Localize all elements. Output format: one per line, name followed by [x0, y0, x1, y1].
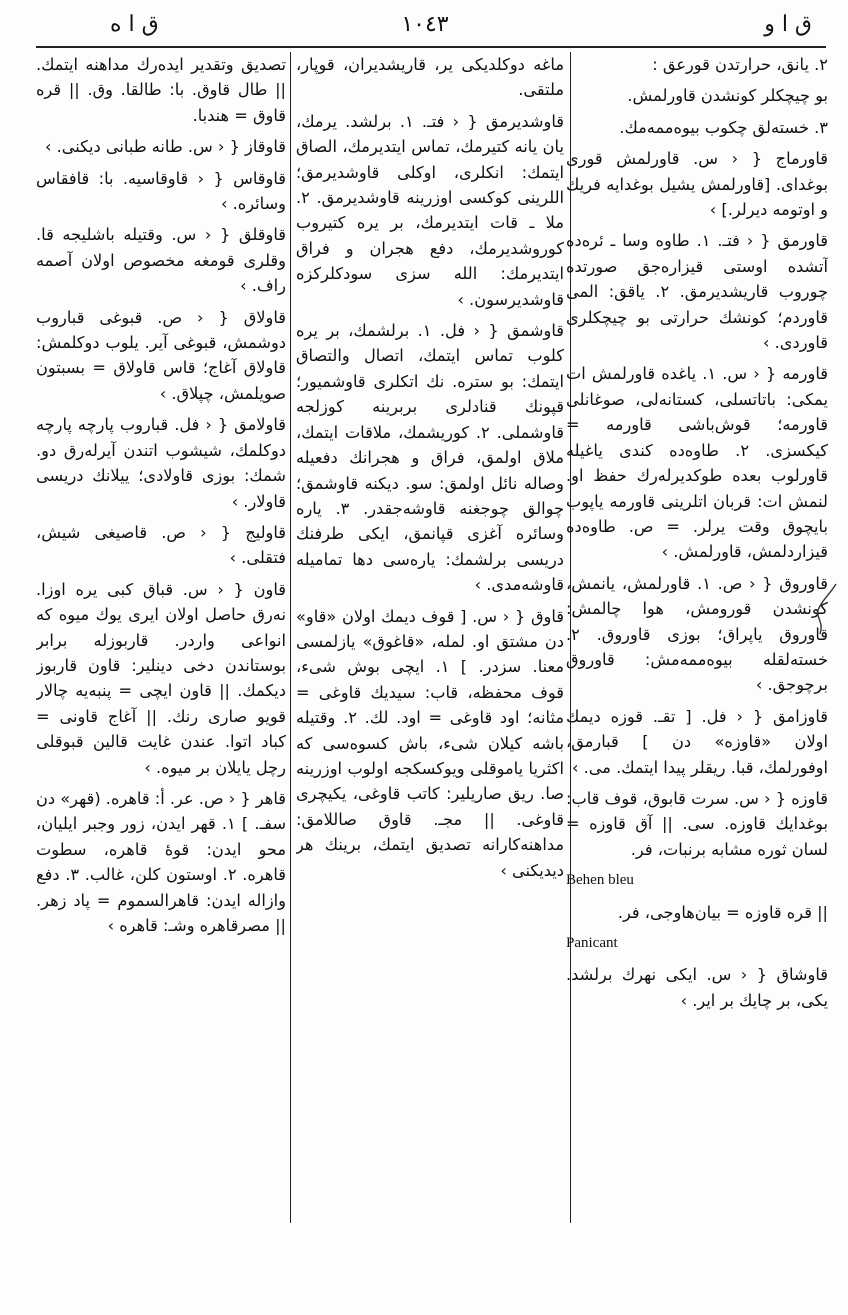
entry-qavurma: قاورمه { ‹ س. ١. یاغده قاورلمش ات یمکی: باتاتسلی، کستانەلی، صوغانلی قاورمه؛ قوش‌باشی قاورمه = کیکسزی. ٢. طاوەده کندی یاغیله قاورلوب بعده طوکدیرلەرك حفظ او. لنمش ات: قربان اتلرینی قاورمه یاپوب بایچوق وقت یرلر. = ص. طاوەده قیزاردلمش، قاورلمش. ›: [566, 364, 828, 562]
entry-text: ٣. خستەلق چکوب بیوەممەمك.: [619, 117, 828, 137]
latin-term-behen-bleu: Behen bleu: [566, 872, 634, 889]
entry-qavqas: قاوقاس { ‹ قاوقاسیه. با: قافقاس وسائره. ›: [36, 168, 286, 214]
header-rule: [36, 46, 826, 48]
entry-qavza: قاوزه { ‹ س. سرت قابوق، قوف قاب: بوغدایك قاوزه. سی. || آق قاوزه = لسان ثوره مشابه برنبات، فر.: [566, 788, 828, 859]
entry-qavuqluq: قاوقلق { ‹ س. وقتیله باشلیجه قا. وقلری قومغه مخصوص اولان آصمه راف. ›: [36, 225, 286, 296]
header-letters-right: ق ا و: [764, 12, 812, 37]
entry-text: ماغه دوکلدیکی یر، قاریشدیران، قوپار، ملتقی.: [296, 55, 564, 100]
entry-qavuq: قاوق { ‹ س. [ قوف دیمك اولان «قاو» دن مشتق او. لمله، «قاغوق» یازلمسی معنا. سزدر. ] ١. ایچی بوش شیء، قوف محفظه، قاب: سیدیك قاوغی = مثانه؛ اود قاوغی = اود. لك. ٢. وقتیله باشه کیلان شیء، باش کسوه‌سی که اکثریا یاموقلی ویوکسکجه اولوب اوزرینه صا. ریق صاریلیر: کاتب قاوغی، یکیچری قاوغی. || مجـ. قاوق صاللامق: مداهنه‌کارانه تصدیق ایتمك، برینك هر دیدیکنی ›: [296, 606, 564, 880]
entry-qavurmaj: قاورماج { ‹ س. قاورلمش قوری بوغدای. [قاورلمش يشيل بوغدايه فريك و اوتومه ديرلر.] ›: [566, 149, 828, 220]
column-left: [36, 52, 286, 1223]
entry-qavshaq: قاوشاق { ‹ س. ایکی نهرك برلشد. یکی، بر چایك بر ایر. ›: [566, 965, 828, 1010]
entry-qavushmaq: قاوشمق { ‹ فل. ١. برلشمك، بر یره کلوب تماس ایتمك، اتصال والتصاق ایتمك: بو سترە. نك اتکلری قاوشمیور؛ قپونك قنادلری بربرینه کوزلجه قاوشملی. ٢. کوریشمك، ملاقات ایتمك، ملاق اولمق، فراق و هجرانك دفعیله وصاله نائل اولمق: سو. دیکنه قاوشمق؛ چوالق چوجغنه قاوشه‌جقدر. ٣. یاره وسائره آغزی قپانمق، ایکی طرفنك دریسی برلشمك: یاره‌سی دها تمامیله قاوشه‌مدی. ›: [296, 321, 564, 595]
entry-qavun: قاون { ‹ س. قباق کبی یره اوزا. نەرق حاصل اولان ایری یوك میوه که انواعی واردر. قاربوزله برابر بوستاندن دخی دینلیر: قاون قاربوز دیکمك. || قاون ایچی = پنبه‌یه چالار قویو صاری رنك. || آغاج قاونی = کباد اتوا. عندن غایت قالین قبوقلی رچل یایلان بر میوه. ›: [36, 579, 286, 777]
page-number: ١٠٤٣: [401, 12, 449, 37]
entry-qavurmaq: قاورمق { ‹ فتـ. ١. طاوه وسا ـ ئرەده آتشده اوستی قیزارەجق صورتده چوروب قاریشدیرمق. ٢. یاقق: المی قاوردم؛ کونشك حرارتی بو چیچکلری قاوردی. ›: [566, 231, 828, 353]
entry-qavushdirmaq: قاوشدیرمق { ‹ فتـ. ١. برلشد. یرمك، یان یانه کتیرمك، تماس ایتدیرمك، الصاق ایتمك: انکلری، اوکلی قاوشدیرمق؛ اللرینی کوکسی اوزرینه قاوشدیرمق. ٢. ملا ـ قات ایتدیرمك، بر یره کتیروب کوروشدیرمك، دفع هجران و فراق ایتدیرمك: الله سزی سودکلرکزه قاوشدیرسون. ›: [296, 111, 564, 309]
entry-qavzamaq: قاوزامق { ‹ فل. [ تقـ. قوزه دیمك اولان «قاوزه» دن ] قبارمق، اوفورلمك، قبا. ریقلر پیدا ایتمك. می. ›: [566, 706, 828, 777]
entry-qahir: قاهر { ‹ ص. عر. أ: قاهره. (قهر» دن سفـ. ] ١. قهر ایدن، زور وجبر ایلیان، محو ایدن: قوهٔ قاهره، سطوت قاهره. ٢. اوستون کلن، غالب. ٣. دفع وازاله ایدن: قاهرالسموم = پاد زهر. || مصرقاهره وشـ: قاهره ›: [36, 788, 286, 935]
header-letters-left: ق ا ه: [110, 12, 159, 37]
entry-text: ٢. يانق، حرارتدن قورعق :: [652, 55, 828, 74]
entry-text: بو چیچکلر کونشدن قاورلمش.: [627, 86, 828, 106]
entry-qavlij: قاولیج { ‹ ص. قاصیغی شیش، فتقلی. ›: [36, 522, 286, 568]
entry-qara-qavza: || قره قاوزه = بیان‌هاوجی، فر.: [617, 902, 828, 922]
column-right: [566, 52, 828, 1223]
handwritten-margin-mark: [812, 580, 842, 640]
latin-term-panicant: Panicant: [566, 935, 618, 951]
column-divider-left: [290, 52, 291, 1223]
entry-text: تصدیق وتقدیر ایدەرك مداهنه ایتمك. || طال قاوق. با: طالقا. وق. || قره قاوق = هندبا.: [36, 55, 286, 125]
entry-qavlaq: قاولاق { ‹ ص. قبوغی قباروب دوشمش، قبوغی آیر. یلوب دوکلمش: قاولاق آغاج؛ قاس قاولاق = بسبتون صویلمش، چپلاق. ›: [36, 307, 286, 403]
entry-qavlamaq: قاولامق { ‹ فل. قباروب پارچه پارچه دوکلمك، شیشوب اتندن آیرلەرق دو. شمك: بوزی قاولادی؛ ییلانك دریسی قاولار. ›: [36, 415, 286, 511]
entry-qavruq: قاوروق { ‹ ص. ١. قاورلمش، یانمش، کونشدن قورومش، هوا چالمش: قاوروق یاپراق؛ بوزی قاوروق. ٢. خستەلقله بیوەممەمش: قاوروق برچوجق. ›: [566, 573, 828, 695]
column-middle: [296, 52, 564, 1223]
entry-qavqaz: قاوقاز { ‹ س. طانه طبانی دیکنی. ›: [44, 137, 286, 157]
